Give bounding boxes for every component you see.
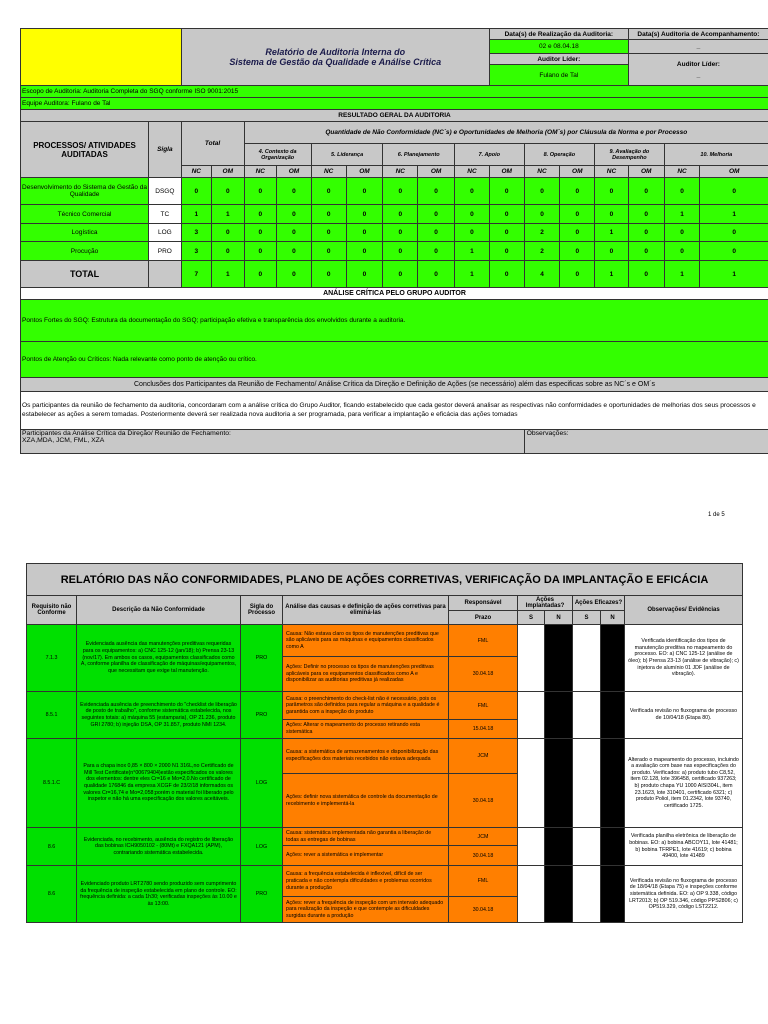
processes-header: PROCESSOS/ ATIVIDADES AUDITADAS (21, 122, 149, 178)
col-impl-n: N (545, 611, 573, 625)
total-cell: 0 (277, 261, 312, 288)
count-cell: 1 (664, 205, 700, 224)
count-cell: 0 (418, 242, 455, 261)
count-cell: 0 (277, 205, 312, 224)
nc-row (27, 625, 743, 657)
col-efic: Ações Eficazes? (573, 596, 625, 611)
count-cell: 0 (700, 178, 768, 205)
count-cell: 0 (700, 224, 768, 242)
col-req: Requisito não Conforme (27, 596, 77, 625)
quantity-header: Quantidade de Não Conformidade (NC´s) e Oportunidades de Melhoria (OM´s) por Cláusula da Norma e por Processo (244, 122, 768, 144)
followup-date-value: _ (628, 40, 768, 54)
nc-req: 7.1.3 (27, 625, 77, 692)
col-analysis: Análise das causas e definição de ações corretivas para eliminá-las (283, 596, 449, 625)
count-cell: 0 (524, 205, 560, 224)
count-cell: 0 (346, 178, 383, 205)
count-cell: 0 (664, 242, 700, 261)
nc-action: Ações: Definir no processo os tipos de manutenções preditivas aplicáveis para os equipamentos classificados como A e disponibilizar as auditorias preditivas já realizadas (283, 657, 449, 692)
total-cell: 0 (418, 261, 455, 288)
nc-action: Ações: rever a frequência de inspeção com um intervalo adequado para realização da inspeção e que contemple as dificuldades surgidas durante a produção (283, 897, 449, 923)
count-cell: 0 (383, 205, 418, 224)
observations-label: Observações: (524, 430, 768, 454)
process-name: Logística (21, 224, 149, 242)
nc-req: 8.6 (27, 828, 77, 866)
nc-cause: Causa: o preenchimento do check-list não é necessário, pois os parâmetros são definidos para regular a máquina e a qualidade é garantida com a inspeção do produto (283, 692, 449, 720)
total-cell: 0 (311, 261, 346, 288)
nc-prazo: 30.04.18 (449, 897, 518, 923)
process-name: Técnico Comercial (21, 205, 149, 224)
conclusions-text: Os participantes da reunião de fechamento da auditoria, concordaram com a análise crítica do Grupo Auditor, ficando estabelecido que cada gestor deverá analisar as respectivas não conformidades e oportunidades de melhorias dos seus processos e estabelecer as ações a serem tomadas. Posteriormente deverá ser realizada nova auditoria a ser programada, para verificar a implantação e eficácia das ações tomadas (21, 392, 768, 430)
audit-team: Equipe Auditora: Fulano de Tal (21, 98, 768, 110)
total-cell: 0 (383, 261, 418, 288)
nc-obs: Verificada planilha eletrônica de liberação de bobinas. EO: a) bobina ABCOY11, lote 41481; b) bobina TFRPE1, lote 41619; c) bobina 49400, lote 41489 (625, 828, 743, 866)
total-cell: 0 (628, 261, 664, 288)
col-sigla: Sigla do Processo (241, 596, 283, 625)
nc-report-page (26, 563, 742, 923)
col-efic-s: S (573, 611, 601, 625)
nc-prazo: 30.04.18 (449, 846, 518, 866)
nc-prazo: 30.04.18 (449, 657, 518, 692)
nc-req: 8.5.1.C (27, 739, 77, 828)
nc-req: 8.5.1 (27, 692, 77, 739)
nc-sigla: PRO (241, 692, 283, 739)
count-cell: 2 (524, 242, 560, 261)
nc-row (27, 692, 743, 720)
process-name: Procução (21, 242, 149, 261)
count-cell: 1 (595, 224, 629, 242)
total-cell: 1 (664, 261, 700, 288)
nc-report-title: RELATÓRIO DAS NÃO CONFORMIDADES, PLANO DE AÇÕES CORRETIVAS, VERIFICAÇÃO DA IMPLANTAÇÃO E EFICÁCIA (27, 564, 743, 596)
count-cell: 0 (383, 224, 418, 242)
count-cell: 0 (628, 224, 664, 242)
count-cell: 0 (211, 224, 244, 242)
count-cell: 0 (628, 242, 664, 261)
nc-header: NC (181, 166, 211, 178)
sigla-header: Sigla (149, 122, 182, 178)
count-cell: 0 (244, 178, 277, 205)
nc-row (27, 828, 743, 846)
count-cell: 0 (595, 178, 629, 205)
nc-sigla: PRO (241, 625, 283, 692)
count-cell: 0 (244, 242, 277, 261)
count-cell: 0 (346, 224, 383, 242)
nc-cause: Causa: a sistemática de armazenamentos e disponibilização das especificações dos materiais recebidos não estava adequada (283, 739, 449, 774)
count-cell: 0 (455, 178, 490, 205)
nc-obs: Verificada identificação dos tipos de manutenção preditiva no mapeamento do processo. EO: a) CNC 125-12 (análise de óleo); b) Prensa 23-13 (análise de vibração); c) injetora de alumínio 01 JDF (análise de vibração). (625, 625, 743, 692)
count-cell: 0 (211, 178, 244, 205)
count-cell: 0 (489, 224, 524, 242)
count-cell: 0 (277, 242, 312, 261)
count-cell: 0 (524, 178, 560, 205)
nc-action: Ações: definir nova sistemática de controle da documentação de recebimento e implementá-la (283, 774, 449, 828)
lead-auditor-2: Auditor Líder: _ (628, 54, 768, 86)
nc-action: Ações: rever a sistemática e implementar (283, 846, 449, 866)
logo-area (21, 29, 182, 86)
nc-row (27, 866, 743, 897)
nc-header: NC (311, 166, 346, 178)
audit-header-table (20, 28, 768, 454)
col-efic-n: N (601, 611, 625, 625)
nc-report-table (26, 563, 743, 923)
count-cell: 1 (700, 205, 768, 224)
total-cell: 1 (211, 261, 244, 288)
count-cell: 0 (700, 242, 768, 261)
strengths: Pontos Fortes do SGQ: Estrutura da documentação do SGQ; participação efetiva e transparência dos envolvidos durante a auditoria. (21, 300, 768, 342)
count-cell: 0 (418, 178, 455, 205)
total-cell: 0 (560, 261, 595, 288)
nc-prazo: 30.04.18 (449, 774, 518, 828)
total-cell: 0 (244, 261, 277, 288)
nc-obs: Verificada revisão no fluxograma de processo de 10/04/18 (Etapa 80). (625, 692, 743, 739)
nc-resp: FML (449, 692, 518, 720)
count-cell: 0 (560, 224, 595, 242)
nc-cause: Causa: sistemática implementada não garantia a liberação de todas as entregas de bobinas (283, 828, 449, 846)
total-cell: 0 (346, 261, 383, 288)
count-cell: 1 (455, 242, 490, 261)
col-desc: Descrição da Não Conformidade (77, 596, 241, 625)
result-row (21, 224, 768, 242)
lead-auditor-value: Fulano de Tal (489, 65, 628, 86)
count-cell: 3 (181, 224, 211, 242)
total-cell: 4 (524, 261, 560, 288)
total-cell: 7 (181, 261, 211, 288)
count-cell: 0 (346, 242, 383, 261)
count-cell: 0 (628, 178, 664, 205)
total-label: TOTAL (21, 261, 149, 288)
process-sigla: DSGQ (149, 178, 182, 205)
om-header: OM (418, 166, 455, 178)
analysis-title: ANÁLISE CRÍTICA PELO GRUPO AUDITOR (21, 288, 768, 300)
followup-date-label: Data(s) Auditoria de Acompanhamento: (628, 29, 768, 40)
audit-scope: Escopo de Auditoria: Auditoria Completa do SGQ conforme ISO 9001:2015 (21, 86, 768, 98)
clause-header-7: 7. Apoio (455, 144, 525, 166)
count-cell: 0 (383, 242, 418, 261)
count-cell: 0 (418, 205, 455, 224)
nc-desc: Evidenciada ausência das manutenções preditivas requeridas para os equipamentos: a) CNC 125-12 (jan/18); b) Prensa 23-13 (nov/17). Em ambos os casos, equipamentos classificados como A, conforme planilha de classificação de máquinas/equipamentos, que necessitam que exige tal manutenção. (77, 625, 241, 692)
nc-obs: Alterado o mapeamento do processo, incluindo a avaliação com base nas especificações do produto. Verificados: a) produto tubo C8,52, item 02.128, lote 396458, certificado 937263; b) produto chapa YU 1000 AISI304L, item 23.1623, lote 310401, certificado 6321; c) produto Poliol, item 01.2342, lote 93740, certificado 1725. (625, 739, 743, 828)
count-cell: 3 (181, 242, 211, 261)
count-cell: 0 (560, 205, 595, 224)
nc-prazo: 15.04.18 (449, 720, 518, 739)
result-row (21, 242, 768, 261)
audit-date-value: 02 e 08.04.18 (489, 40, 628, 54)
nc-header: NC (455, 166, 490, 178)
audit-report-page-1 (20, 28, 768, 454)
count-cell: 1 (181, 205, 211, 224)
count-cell: 0 (277, 178, 312, 205)
total-cell: 1 (455, 261, 490, 288)
nc-header: NC (595, 166, 629, 178)
count-cell: 0 (244, 224, 277, 242)
clause-header-4: 4. Contexto da Organização (244, 144, 311, 166)
count-cell: 0 (489, 178, 524, 205)
count-cell: 0 (595, 242, 629, 261)
total-cell: 1 (700, 261, 768, 288)
count-cell: 0 (595, 205, 629, 224)
count-cell: 0 (560, 242, 595, 261)
nc-desc: Evidenciada, no recebimento, ausência do registro de liberação das bobinas ICH9050102 - (80Mt) e FXQA121 (APM), contrariando sistemática estabelecida. (77, 828, 241, 866)
col-prazo: Prazo (449, 611, 518, 625)
count-cell: 0 (560, 178, 595, 205)
om-header: OM (489, 166, 524, 178)
report-title: Relatório de Auditoria Interna do Sistema de Gestão da Qualidade e Análise Crítica (181, 29, 489, 86)
count-cell: 0 (664, 178, 700, 205)
nc-header: NC (664, 166, 700, 178)
om-header: OM (277, 166, 312, 178)
om-header: OM (628, 166, 664, 178)
count-cell: 0 (455, 205, 490, 224)
count-cell: 0 (311, 205, 346, 224)
participants: Participantes da Análise Crítica da Direção/ Reunião de Fechamento: XZA,MDA, JCM, FML, XZA (21, 430, 525, 454)
nc-action: Ações: Alterar o mapeamento do processo retirando esta sistemática (283, 720, 449, 739)
count-cell: 0 (211, 242, 244, 261)
om-header: OM (700, 166, 768, 178)
count-cell: 0 (277, 224, 312, 242)
page-number: 1 de 5 (708, 512, 725, 518)
col-impl-s: S (518, 611, 545, 625)
total-cell: 0 (489, 261, 524, 288)
nc-cause: Causa: Não estava claro os tipos de manutenções preditivas que são aplicáveis para as máquinas e equipamentos classificados como A (283, 625, 449, 657)
nc-req: 8.6 (27, 866, 77, 923)
total-row (21, 261, 768, 288)
lead-auditor-label: Auditor Líder: (489, 54, 628, 65)
count-cell: 0 (244, 205, 277, 224)
nc-desc: Para a chapa inox 0,85 × 800 × 2000 N1 316L,no Certificado de Mill Test Certificate(n°00679404)estão especificados os valores dos elementos: dentre eles Cr=16 e Mo=2,0.No certificado de qualidade 176846 da empresa XCGF de 23/2/18 informados os valores Cr=16,74 e Mo=2,058;porém o material foi liberado pelo inspetor e não há uma especificação dos valores aceitáveis. (77, 739, 241, 828)
process-sigla: TC (149, 205, 182, 224)
audit-date-label: Data(s) de Realização da Auditoria: (489, 29, 628, 40)
total-cell: 1 (595, 261, 629, 288)
count-cell: 0 (311, 224, 346, 242)
nc-sigla: PRO (241, 866, 283, 923)
clause-header-9: 9. Avaliação do Desempenho (595, 144, 665, 166)
clause-header-10: 10. Melhoria (664, 144, 768, 166)
nc-header: NC (383, 166, 418, 178)
count-cell: 0 (311, 242, 346, 261)
col-resp: Responsável (449, 596, 518, 611)
count-cell: 0 (346, 205, 383, 224)
om-header: OM (211, 166, 244, 178)
count-cell: 0 (455, 224, 490, 242)
col-obs: Observações/ Evidências (625, 596, 743, 625)
count-cell: 0 (311, 178, 346, 205)
process-sigla: PRO (149, 242, 182, 261)
om-header: OM (560, 166, 595, 178)
count-cell: 0 (489, 242, 524, 261)
process-name: Desenvolvimento do Sistema de Gestão da Qualidade (21, 178, 149, 205)
nc-desc: Evidenciado produto LRT2780 sendo produzido sem cumprimento da frequência de inspeção estabelecida em plano de controle. EO: frequência definida: a cada 1h30; verificadas inspeções às 10.00 e às 13:00. (77, 866, 241, 923)
conclusions-title: Conclusões dos Participantes da Reunião de Fechamento/ Análise Crítica da Direção e Definição de Ações (se necessário) além das especificas sobre as NC´s e OM´s (21, 378, 768, 392)
clause-header-6: 6. Planejamento (383, 144, 455, 166)
om-header: OM (346, 166, 383, 178)
process-sigla: LOG (149, 224, 182, 242)
count-cell: 2 (524, 224, 560, 242)
total-header: Total (181, 122, 244, 166)
count-cell: 1 (211, 205, 244, 224)
count-cell: 0 (418, 224, 455, 242)
nc-resp: FML (449, 625, 518, 657)
nc-sigla: LOG (241, 828, 283, 866)
nc-resp: JCM (449, 828, 518, 846)
nc-row (27, 739, 743, 774)
result-row (21, 205, 768, 224)
clause-header-5: 5. Liderança (311, 144, 383, 166)
nc-cause: Causa: a frequência estabelecida é inflexível, difícil de ser praticada e não contempla dificuldades e problemas ocorridos durante a produção (283, 866, 449, 897)
attention-points: Pontos de Atenção ou Críticos: Nada relevante como ponto de atenção ou crítico. (21, 342, 768, 378)
nc-header: NC (524, 166, 560, 178)
nc-resp: JCM (449, 739, 518, 774)
result-row (21, 178, 768, 205)
results-title: RESULTADO GERAL DA AUDITORIA (21, 110, 768, 122)
count-cell: 0 (181, 178, 211, 205)
count-cell: 0 (489, 205, 524, 224)
count-cell: 0 (628, 205, 664, 224)
count-cell: 0 (664, 224, 700, 242)
nc-resp: FML (449, 866, 518, 897)
clause-header-8: 8. Operação (524, 144, 595, 166)
count-cell: 0 (383, 178, 418, 205)
nc-desc: Evidenciada ausência de preenchimento do "checklist de liberação de posto de trabalho", conforme sistemática estabelecida, nos seguintes totais: a) máquina 55 (estamparia), OP 21.236, produto GRI 2780; b) injeção DSA, OP 31.857, produto NMI 1234. (77, 692, 241, 739)
nc-obs: Verificada revisão no fluxograma de processo de 18/04/18 (Etapa 75) e inspeções conforme sistemática definida. EO: a) OP 9.338, código LRT2013; b) OP 519.346, código PPS2806; c) OP519.329, código LST2212. (625, 866, 743, 923)
nc-header: NC (244, 166, 277, 178)
nc-sigla: LOG (241, 739, 283, 828)
col-impl: Ações Implantadas? (518, 596, 573, 611)
